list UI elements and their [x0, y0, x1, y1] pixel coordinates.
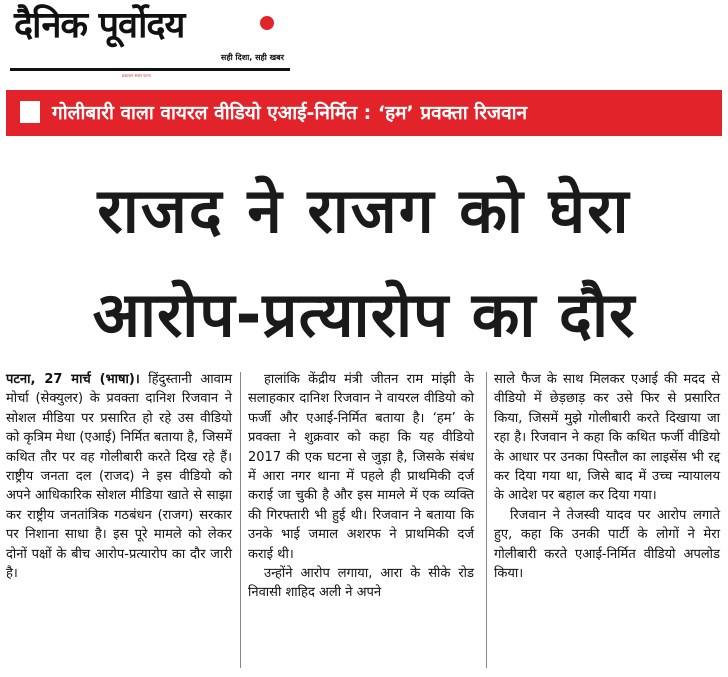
headline-line-2: आरोप-प्रत्यारोप का दौर: [92, 278, 636, 351]
column-divider: [486, 372, 487, 668]
article-column-2: [248, 370, 474, 603]
strap-banner: [6, 90, 722, 136]
strap-square-icon: [20, 101, 40, 123]
column-2-paragraph-1: हालांकि केंद्रीय मंत्री जीतन राम मांझी के सलाहकार दानिश रिजवान ने वायरल वीडियो को फर्जी और एआई-निर्मित बताया है। ‘हम’ के प्रवक्ता ने शुक्रवार को कहा कि यह वीडियो 2017 की एक घटना से जुड़ा है, जिसके संबंध में आरा नगर थाना में पहले ही प्राथमिकी दर्ज कराई जा चुकी है और इस मामले में एक व्यक्ति की गिरफ्तारी भी हुई थी। रिजवान ने बताया कि उनके भाई जमाल अशरफ ने प्राथमिकी दर्ज कराई थी।: [248, 372, 474, 562]
masthead: [10, 4, 290, 78]
column-divider: [240, 372, 241, 668]
masthead-red-dot: [260, 16, 274, 30]
headline-line-1: राजद ने राजग को घेरा: [97, 174, 631, 247]
column-3-paragraph-1: साले फैज के साथ मिलकर एआई की मदद से वीडियो में छेड़छाड़ कर उसे फिर से प्रसारित किया, जिसमें मुझे गोलीबारी करते दिखाया जा रहा है। रिजवान ने कहा कि कथित फर्जी वीडियो के आधार पर उनका पिस्तौल का लाइसेंस भी रद्द कर दिया गया था, जिसे बाद में उच्च न्यायालय के आदेश पर बहाल कर दिया गया।: [494, 372, 720, 504]
newspaper-tagline: सही दिशा, सही खबर: [220, 53, 284, 62]
article-column-3: [494, 370, 720, 583]
masthead-rule: [10, 68, 290, 71]
strap-headline: गोलीबारी वाला वायरल वीडियो एआई-निर्मित : ‘हम’ प्रवक्ता रिजवान: [52, 102, 528, 124]
newspaper-title: दैनिक पूर्वोदय: [14, 5, 185, 46]
dateline: पटना, 27 मार्च (भाषा)।: [6, 372, 140, 387]
column-1-text: हिंदुस्तानी आवाम मोर्चा (सेक्युलर) के प्रवक्ता दानिश रिजवान ने सोशल मीडिया पर प्रसारित हो रहे उस वीडियो को कृत्रिम मेधा (एआई) निर्मित बताया है, जिसमें कथित तौर पर वह गोलीबारी करते दिख रहे हैं। राष्ट्रीय जनता दल (राजद) ने इस वीडियो को अपने आधिकारिक सोशल मीडिया खाते से साझा कर राष्ट्रीय जनतांत्रिक गठबंधन (राजग) सरकार पर निशाना साधा है। इस पूरे मामले को लेकर दोनों पक्षों के बीच आरोप-प्रत्यारोप का दौर जारी है।: [6, 372, 232, 582]
column-2-paragraph-2: उन्होंने आरोप लगाया, आरा के सीके रोड निवासी शाहिद अली ने अपने: [248, 566, 474, 601]
article-column-1: [6, 370, 232, 583]
masthead-small-text: प्रकाशन स्थान पटना: [122, 73, 151, 78]
column-3-paragraph-2: रिजवान ने तेजस्वी यादव पर आरोप लगाते हुए, कहा कि उनकी पार्टी के लोगों ने मेरा गोलीबारी करते एआई-निर्मित वीडियो अपलोड किया।: [494, 507, 720, 582]
